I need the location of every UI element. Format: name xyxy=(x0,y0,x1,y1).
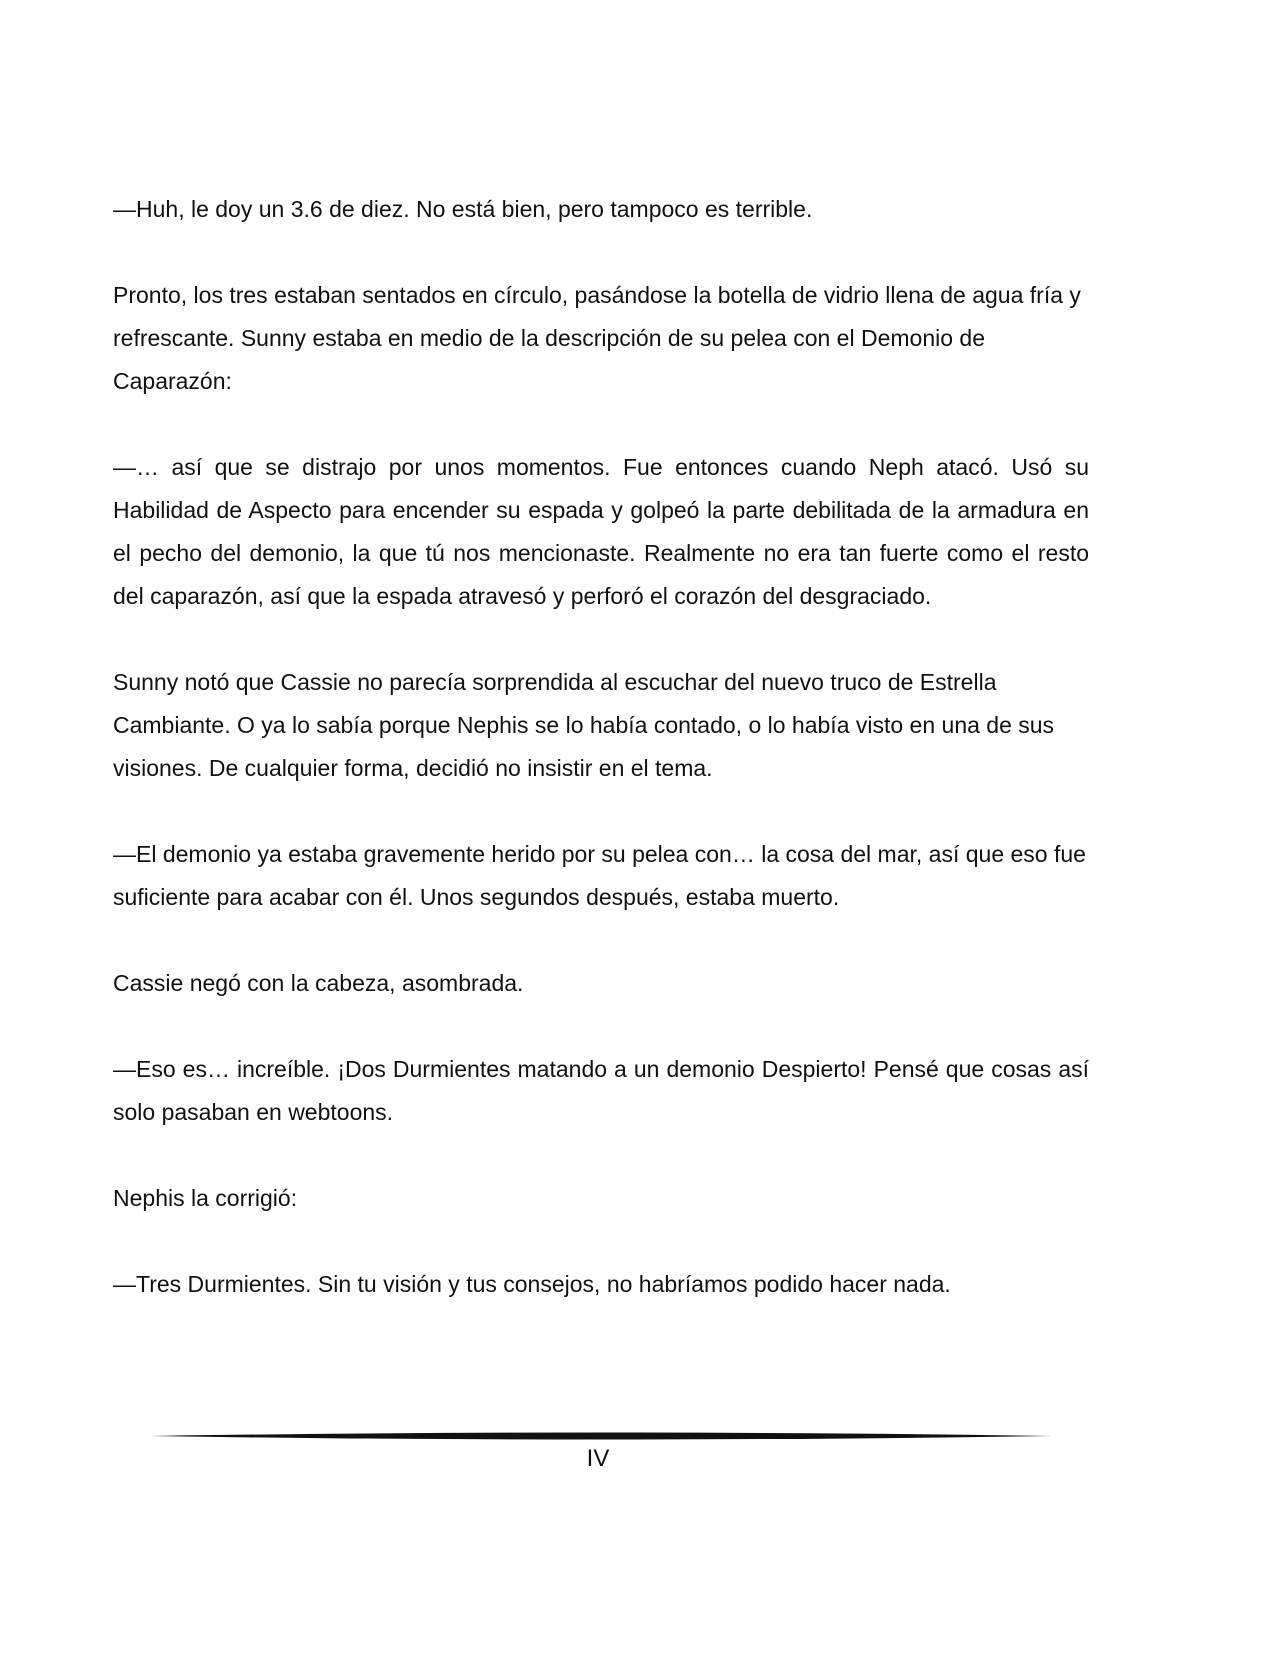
paragraph-dialogue-three: —Tres Durmientes. Sin tu visión y tus consejos, no habríamos podido hacer nada. xyxy=(113,1271,951,1297)
paragraph-narration-cassie: Sunny notó que Cassie no parecía sorprendida al escuchar del nuevo truco de Estrella Cambiante. O ya lo sabía porque Nephis se lo había contado, o lo había visto en una de sus visiones. De cualquier forma, decidió no insistir en el tema. xyxy=(113,669,1055,781)
paragraph-narration-shake: Cassie negó con la cabeza, asombrada. xyxy=(113,970,524,996)
paragraph-narration-correction: Nephis la corrigió: xyxy=(113,1185,298,1211)
paragraph-dialogue-rating: —Huh, le doy un 3.6 de diez. No está bien, pero tampoco es terrible. xyxy=(113,196,813,222)
paragraph-narration-circle: Pronto, los tres estaban sentados en círculo, pasándose la botella de vidrio llena de agua fría y refrescante. Sunny estaba en medio de la descripción de su pelea con el Demonio de Caparazón: xyxy=(113,282,1081,394)
paragraph-dialogue-incredible: —Eso es… increíble. ¡Dos Durmientes matando a un demonio Despierto! Pensé que cosas así solo pasaban en webtoons. xyxy=(113,1056,1089,1125)
text-body xyxy=(113,188,1089,1349)
paragraph-dialogue-demon: —El demonio ya estaba gravemente herido por su pelea con… la cosa del mar, así que eso fue suficiente para acabar con él. Unos segundos después, estaba muerto. xyxy=(113,841,1086,910)
footer-divider xyxy=(150,1430,1052,1442)
page-number: IV xyxy=(586,1445,610,1472)
paragraph-dialogue-fight: —… así que se distrajo por unos momentos. Fue entonces cuando Neph atacó. Usó su Habilidad de Aspecto para encender su espada y golpeó la parte debilitada de la armadura en el pecho del demonio, la que tú nos mencionaste. Realmente no era tan fuerte como el resto del caparazón, así que la espada atravesó y perforó el corazón del desgraciado. xyxy=(113,454,1089,609)
